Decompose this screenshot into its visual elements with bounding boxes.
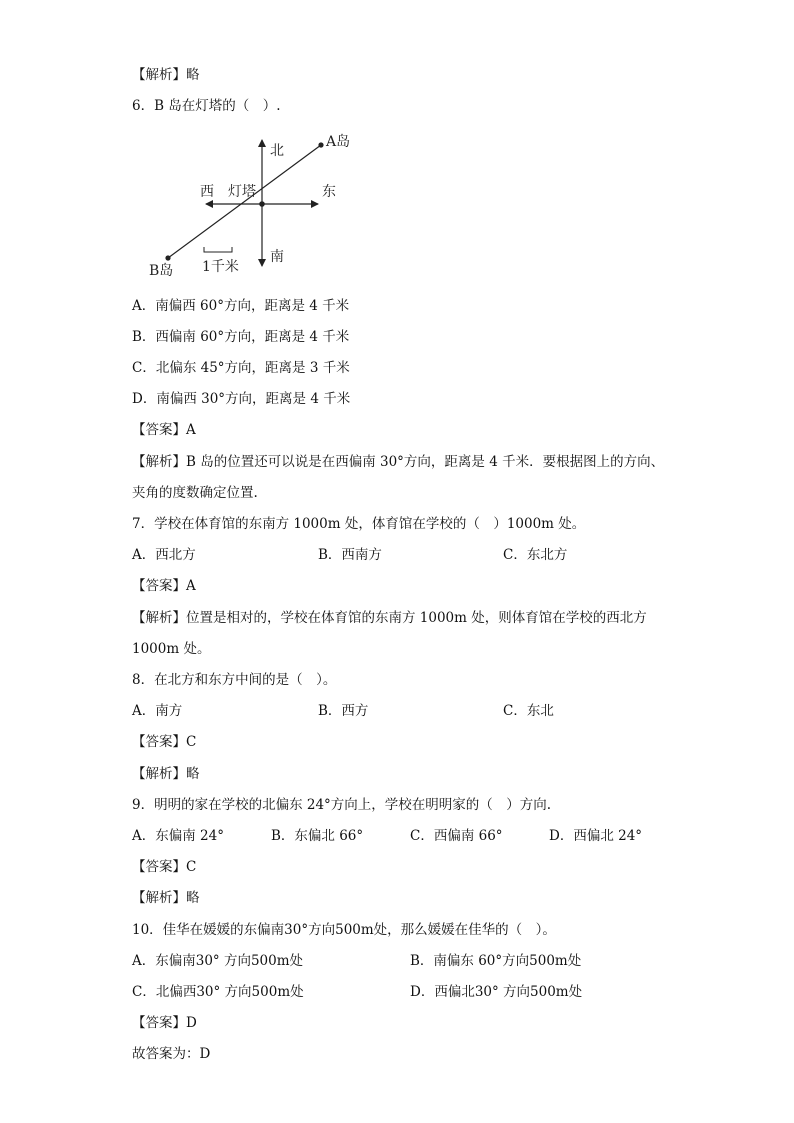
q8-stem: 8．在北方和东方中间的是（ ）。 — [132, 672, 337, 688]
b-island-dot — [165, 255, 170, 260]
q10-option-b: B．南偏东 60°方向500m处 — [410, 953, 582, 969]
south-label: 南 — [270, 249, 284, 265]
lighthouse-dot — [259, 201, 265, 207]
q10-stem: 10．佳华在媛媛的东偏南30°方向500m处，那么媛媛在佳华的（ ）。 — [132, 922, 556, 938]
q6-analysis-line-2: 夹角的度数确定位置. — [132, 485, 258, 501]
west-label: 西 — [200, 184, 214, 200]
compass-diagram — [140, 128, 380, 283]
q9-option-b: B．东偏北 66° — [271, 828, 364, 844]
scale-label: 1千米 — [202, 259, 239, 275]
q6-stem: 6．B 岛在灯塔的（ ）. — [132, 98, 281, 114]
q7-option-a: A．西北方 — [132, 547, 196, 563]
q9-option-d: D．西偏北 24° — [549, 828, 643, 844]
q10-option-d: D．西偏北30° 方向500m处 — [410, 984, 583, 1000]
q10-answer: 【答案】D — [132, 1015, 197, 1031]
q7-stem: 7．学校在体育馆的东南方 1000m 处，体育馆在学校的（ ）1000m 处。 — [132, 516, 586, 532]
q9-stem: 9．明明的家在学校的北偏东 24°方向上，学校在明明家的（ ）方向. — [132, 797, 552, 813]
q6-option-d: D．南偏西 30°方向，距离是 4 千米 — [132, 391, 351, 407]
q6-option-a: A．南偏西 60°方向，距离是 4 千米 — [132, 298, 350, 314]
q9-option-a: A．东偏南 24° — [132, 828, 224, 844]
q7-analysis-line-1: 【解析】位置是相对的，学校在体育馆的东南方 1000m 处，则体育馆在学校的西北方 — [132, 610, 647, 626]
q5-analysis: 【解析】略 — [132, 67, 200, 83]
q8-option-c: C．东北 — [503, 703, 554, 719]
q10-conclusion: 故答案为：D — [132, 1046, 211, 1062]
island-line — [168, 145, 321, 258]
q8-option-a: A．南方 — [132, 703, 183, 719]
q6-option-b: B．西偏南 60°方向，距离是 4 千米 — [132, 329, 350, 345]
q6-option-c: C．北偏东 45°方向，距离是 3 千米 — [132, 360, 350, 376]
q9-answer: 【答案】C — [132, 859, 197, 875]
q7-option-b: B．西南方 — [318, 547, 382, 563]
q7-answer: 【答案】A — [132, 578, 196, 594]
q6-answer: 【答案】A — [132, 422, 196, 438]
q9-analysis: 【解析】略 — [132, 890, 200, 906]
b-island-label: B岛 — [149, 263, 174, 279]
q8-option-b: B．西方 — [318, 703, 369, 719]
q8-analysis: 【解析】略 — [132, 766, 200, 782]
q7-option-c: C．东北方 — [503, 547, 568, 563]
a-island-label: A岛 — [326, 134, 351, 150]
north-label: 北 — [270, 143, 284, 159]
a-island-dot — [318, 142, 323, 147]
q6-analysis-line-1: 【解析】B 岛的位置还可以说是在西偏南 30°方向，距离是 4 千米．要根据图上的方向、 — [132, 454, 665, 470]
q10-option-a: A．东偏南30° 方向500m处 — [132, 953, 304, 969]
q7-analysis-line-2: 1000m 处。 — [132, 641, 211, 657]
scale-bar — [204, 247, 232, 252]
q10-option-c: C．北偏西30° 方向500m处 — [132, 984, 304, 1000]
q9-option-c: C．西偏南 66° — [410, 828, 503, 844]
lighthouse-label: 灯塔 — [228, 184, 256, 200]
q8-answer: 【答案】C — [132, 734, 197, 750]
east-label: 东 — [322, 184, 336, 200]
